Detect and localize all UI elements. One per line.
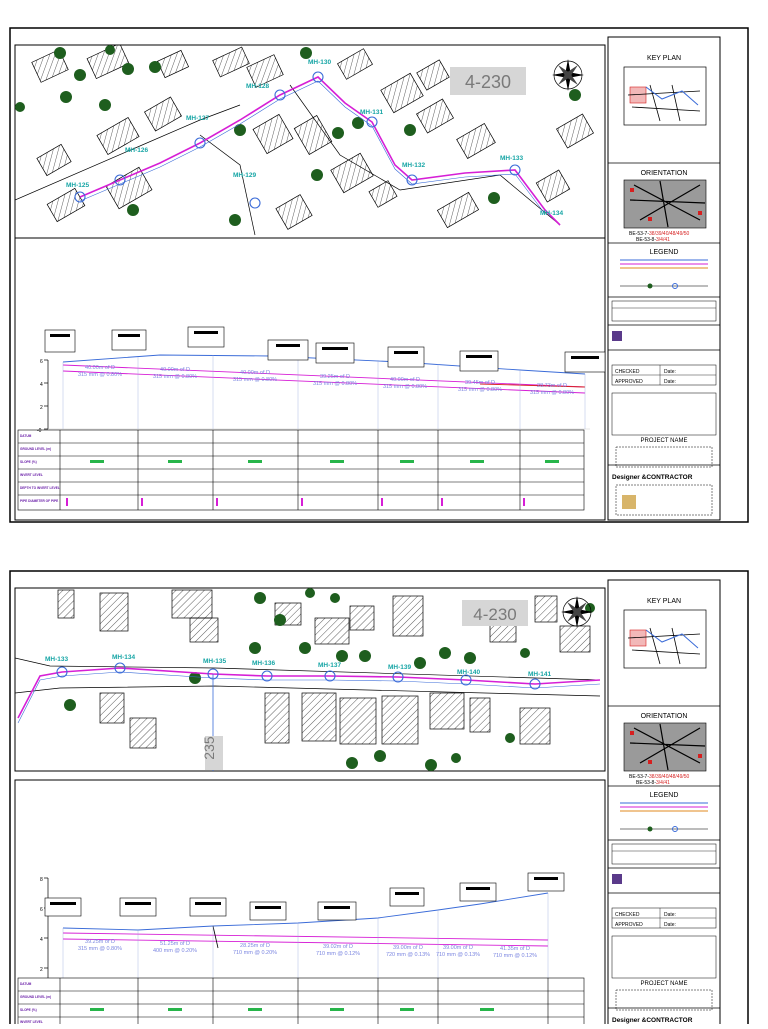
svg-text:710 mm @ 0.13%: 710 mm @ 0.13%	[435, 952, 481, 958]
svg-text:315 mm @ 0.80%: 315 mm @ 0.80%	[232, 377, 278, 383]
checked-label: CHECKED	[615, 912, 640, 918]
svg-text:315 mm @ 0.80%: 315 mm @ 0.80%	[77, 946, 123, 952]
orientation-map	[624, 180, 706, 228]
tree-legend-icon	[648, 827, 653, 832]
mh-label: MH-135	[203, 658, 227, 665]
mh-label: MH-137	[318, 662, 342, 669]
project-name-label: PROJECT NAME	[640, 438, 688, 444]
designer-label: Designer &CONTRACTOR	[612, 1017, 693, 1024]
svg-text:315 mm @ 0.80%: 315 mm @ 0.80%	[77, 372, 123, 378]
svg-text:28.25m of D: 28.25m of D	[240, 943, 270, 949]
svg-text:28.73m of D: 28.73m of D	[537, 383, 567, 389]
designer-label: Designer &CONTRACTOR	[612, 474, 693, 481]
svg-text:400 mm @ 0.20%: 400 mm @ 0.20%	[152, 948, 198, 954]
svg-text:40.00m of D: 40.00m of D	[240, 370, 270, 376]
grid-label: 4-230	[464, 72, 512, 92]
svg-text:39.25m of D: 39.25m of D	[320, 374, 350, 380]
sheet-ref-1: BE-53-7-38/39/40/48/49/50	[629, 774, 690, 780]
axis-tick: 6	[40, 359, 43, 365]
svg-text:39.02m of D: 39.02m of D	[323, 944, 353, 950]
key-plan-title: KEY PLAN	[646, 598, 682, 605]
mh-label: MH-128	[246, 83, 270, 90]
date-label: Date:	[664, 922, 676, 928]
orientation-map	[624, 723, 706, 771]
svg-text:39.00m of D: 39.00m of D	[393, 945, 423, 951]
mh-label: MH-141	[528, 671, 552, 678]
drawing-sheet-2	[0, 568, 768, 1024]
axis-tick: 2	[40, 967, 43, 973]
mh-label: MH-139	[388, 664, 412, 671]
axis-tick: -0	[37, 428, 42, 434]
mh-label: MH-133	[45, 656, 69, 663]
side-label: 235	[201, 736, 217, 760]
svg-text:710 mm @ 0.12%: 710 mm @ 0.12%	[492, 953, 538, 959]
svg-text:GROUND LEVEL (m): GROUND LEVEL (m)	[20, 995, 52, 999]
key-plan-title: KEY PLAN	[646, 55, 682, 62]
axis-tick: 4	[40, 937, 43, 943]
orientation-title: ORIENTATION	[640, 170, 688, 177]
svg-text:INVERT LEVEL: INVERT LEVEL	[20, 473, 43, 477]
svg-text:39.25m of D: 39.25m of D	[85, 939, 115, 945]
svg-text:40.00m of D: 40.00m of D	[85, 365, 115, 371]
mh-label: MH-125	[66, 182, 90, 189]
axis-tick: 2	[40, 405, 43, 411]
svg-text:INVERT LEVEL: INVERT LEVEL	[20, 1020, 43, 1024]
axis-tick: 6	[40, 907, 43, 913]
svg-text:41.35m of D: 41.35m of D	[500, 946, 530, 952]
approved-label: APPROVED	[615, 922, 643, 928]
mh-label: MH-133	[500, 155, 524, 162]
svg-text:40.00m of D: 40.00m of D	[390, 377, 420, 383]
svg-text:SLOPE (%): SLOPE (%)	[20, 1008, 37, 1012]
date-label: Date:	[664, 912, 676, 918]
svg-text:720 mm @ 0.13%: 720 mm @ 0.13%	[385, 952, 431, 958]
mh-label: MH-126	[125, 147, 149, 154]
svg-text:SLOPE (%): SLOPE (%)	[20, 460, 37, 464]
svg-text:39.45m of D: 39.45m of D	[465, 380, 495, 386]
orientation-title: ORIENTATION	[640, 713, 688, 720]
mh-label: MH-130	[308, 59, 332, 66]
sheet-ref-2: BE-53-8-3/4/41	[636, 237, 670, 243]
mh-label: MH-129	[233, 172, 257, 179]
svg-text:PIPE DIAMETER OF PIPE: PIPE DIAMETER OF PIPE	[20, 499, 59, 503]
checked-label: CHECKED	[615, 369, 640, 375]
project-name-label: PROJECT NAME	[640, 981, 688, 987]
mh-label: MH-131	[360, 109, 384, 116]
sheet-ref-1: BE-53-7-38/39/40/48/49/50	[629, 231, 690, 237]
date-label: Date:	[664, 369, 676, 375]
svg-text:315 mm @ 0.80%: 315 mm @ 0.80%	[152, 374, 198, 380]
svg-text:40.00m of D: 40.00m of D	[160, 367, 190, 373]
svg-text:51.25m of D: 51.25m of D	[160, 941, 190, 947]
mh-label: MH-132	[402, 162, 426, 169]
svg-text:39.00m of D: 39.00m of D	[443, 945, 473, 951]
svg-text:315 mm @ 0.80%: 315 mm @ 0.80%	[382, 384, 428, 390]
mh-label: MH-127	[186, 115, 210, 122]
legend-title: LEGEND	[649, 792, 679, 799]
svg-text:DEPTH TO INVERT LEVEL: DEPTH TO INVERT LEVEL	[20, 486, 60, 490]
mh-label: MH-134	[112, 654, 136, 661]
mh-label: MH-136	[252, 660, 276, 667]
svg-text:710 mm @ 0.20%: 710 mm @ 0.20%	[232, 950, 278, 956]
authority-logo	[612, 874, 622, 884]
svg-text:GROUND LEVEL (m): GROUND LEVEL (m)	[20, 447, 52, 451]
svg-text:315 mm @ 0.80%: 315 mm @ 0.80%	[529, 390, 575, 396]
svg-text:710 mm @ 0.12%: 710 mm @ 0.12%	[315, 951, 361, 957]
legend-title: LEGEND	[649, 249, 679, 256]
grid-label: 4-230	[473, 605, 517, 624]
tree-legend-icon	[648, 284, 653, 289]
profile-view	[15, 780, 605, 1024]
mh-label: MH-134	[540, 210, 564, 217]
contractor-logo	[622, 495, 636, 509]
mh-label: MH-140	[457, 669, 481, 676]
axis-tick: 8	[40, 877, 43, 883]
drawing-sheet-1	[0, 25, 768, 525]
profile-view	[15, 238, 605, 520]
authority-logo	[612, 331, 622, 341]
svg-text:315 mm @ 0.80%: 315 mm @ 0.80%	[312, 381, 358, 387]
date-label: Date:	[664, 379, 676, 385]
svg-text:DATUM: DATUM	[20, 982, 32, 986]
svg-text:315 mm @ 0.80%: 315 mm @ 0.80%	[457, 387, 503, 393]
approved-label: APPROVED	[615, 379, 643, 385]
svg-text:DATUM: DATUM	[20, 434, 32, 438]
axis-tick: 4	[40, 382, 43, 388]
sheet-ref-2: BE-53-8-3/4/41	[636, 780, 670, 786]
